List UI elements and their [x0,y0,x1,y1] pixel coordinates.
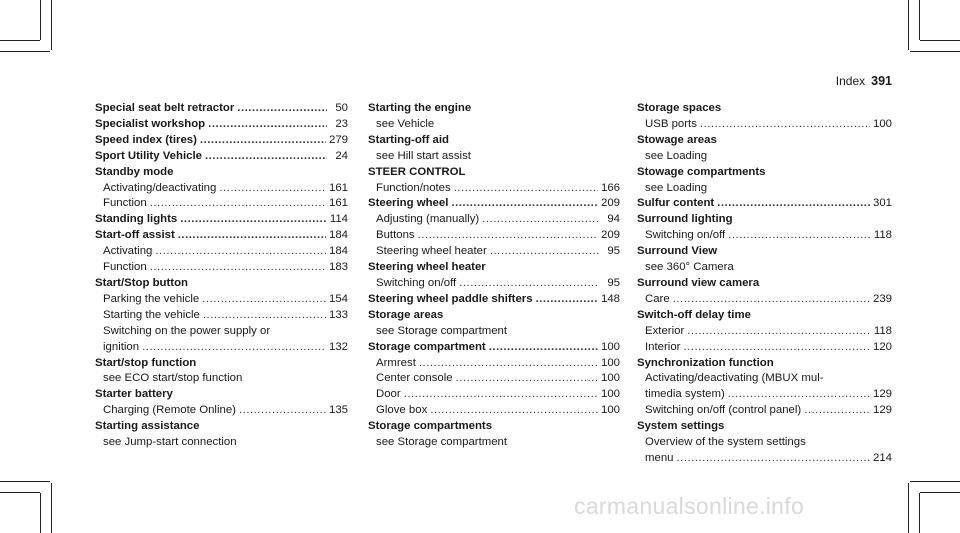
leader-dots [404,387,598,403]
leader-dots [142,340,326,356]
index-subentry [637,387,892,403]
index-entry [637,356,892,372]
index-subentry-text: see Storage compartment [376,324,508,337]
entry-text: Adjusting (manually) [376,213,480,226]
crop-mark [920,40,960,41]
entry-text: Glove box [376,404,428,417]
entry-heading: Surround View [637,245,718,258]
index-entry [368,292,620,308]
index-subentry [95,340,348,356]
index-subentry [637,451,892,467]
index-subentry [95,403,348,419]
leader-dots [237,101,327,117]
entry-heading: STEER CONTROL [368,165,466,178]
index-entry [95,117,348,133]
index-subentry [95,308,348,324]
leader-dots [700,117,870,133]
index-entry [95,133,348,149]
page-reference[interactable]: 95 [607,245,620,258]
leader-dots [418,228,598,244]
index-subentry [637,228,892,244]
index-entry [637,133,892,149]
entry-text: ignition [103,340,140,353]
crop-mark [0,481,50,482]
page-reference[interactable]: 100 [600,356,620,369]
index-subentry-text: see Jump-start connection [103,436,237,449]
entry-text: Function [103,261,147,274]
entry-heading: Storage spaces [637,102,722,114]
crop-mark [920,492,960,493]
entry-text: Armrest [376,356,416,369]
index-column-3 [637,101,892,467]
page-reference[interactable]: 118 [873,324,892,337]
entry-text: Exterior [645,324,685,337]
index-subentry [637,117,892,133]
page-reference[interactable]: 95 [607,276,620,289]
entry-heading: Stowage compartments [637,165,766,178]
entry-text: Buttons [376,229,415,242]
index-subentry-text: Activating/deactivating (MBUX mul- [645,372,824,385]
leader-dots [677,451,870,467]
index-entry [368,165,620,181]
entry-text: Switching on/off [376,276,457,289]
leader-dots [673,292,870,308]
index-subentry [368,181,620,197]
entry-heading: Starting assistance [95,420,200,433]
crop-mark [0,51,50,52]
leader-dots [205,149,327,165]
page-reference[interactable]: 209 [600,229,620,242]
leader-dots [178,228,326,244]
page-reference[interactable]: 148 [600,292,620,305]
index-entry [95,387,348,403]
page-reference[interactable]: 279 [328,133,348,146]
index-subentry [368,276,620,292]
page-reference[interactable]: 133 [328,308,348,321]
page-reference[interactable]: 94 [607,213,620,226]
entry-text: Care [645,292,670,305]
entry-text: Steering wheel heater [376,245,487,258]
page-header [836,74,892,88]
page-reference[interactable]: 214 [872,451,892,464]
entry-heading: Starter battery [95,388,173,401]
leader-dots [804,403,870,419]
page-reference[interactable]: 129 [872,388,892,401]
entry-heading: System settings [637,420,725,433]
index-entry [368,419,620,435]
page-reference[interactable]: 23 [335,117,348,130]
page-reference[interactable]: 209 [600,197,620,210]
entry-heading: Specialist workshop [95,117,206,130]
index-entry [637,419,892,435]
entry-heading: Steering wheel heater [368,261,486,274]
index-subentry [368,244,620,260]
index-column-1 [95,101,348,451]
index-subentry-text: Overview of the system settings [645,436,806,449]
entry-heading: Storage compartments [368,420,493,433]
index-subentry [368,403,620,419]
index-subentry [368,356,620,372]
index-subentry-text: see Loading [645,181,708,194]
leader-dots [219,181,326,197]
entry-text: Door [376,388,401,401]
leader-dots [150,196,326,212]
entry-text: Parking the vehicle [103,292,200,305]
index-subentry [637,292,892,308]
page-reference[interactable]: 100 [600,372,620,385]
page-reference[interactable]: 100 [600,340,620,353]
leader-dots [454,181,598,197]
entry-text: timedia system) [645,388,725,401]
index-entry [368,308,620,324]
index-subentry [95,292,348,308]
leader-dots [239,403,326,419]
leader-dots [150,260,326,276]
crop-mark [910,51,960,52]
index-subentry [95,244,348,260]
entry-heading: Switch-off delay time [637,308,751,321]
page-reference[interactable]: 239 [872,292,892,305]
entry-text: Switching on/off [645,229,726,242]
leader-dots [202,292,326,308]
page-reference[interactable]: 114 [329,213,348,226]
page-reference[interactable]: 154 [328,292,348,305]
entry-heading: Synchronization function [637,356,774,369]
entry-text: Switching on/off (control panel) [645,404,802,417]
entry-heading: Storage areas [368,308,444,321]
index-subentry [368,228,620,244]
leader-dots [180,212,327,228]
watermark: carmanualsonline.info [574,493,805,519]
leader-dots [490,244,599,260]
index-subentry [95,181,348,197]
entry-heading: Stowage areas [637,133,717,146]
index-entry [368,196,620,212]
index-subentry-text: Switching on the power supply or [103,324,271,337]
entry-heading: Sport Utility Vehicle [95,149,202,162]
entry-text: USB ports [645,117,697,130]
index-entry [637,308,892,324]
index-entry [637,165,892,181]
index-subentry [368,371,620,387]
leader-dots [208,117,327,133]
page-reference[interactable]: 132 [328,340,348,353]
entry-heading: Standing lights [95,213,178,226]
index-entry [368,101,620,117]
index-subentry [637,340,892,356]
entry-heading: Start-off assist [95,229,175,242]
leader-dots [155,244,326,260]
entry-text: menu [645,451,674,464]
index-entry [95,101,348,117]
index-entry [95,419,348,435]
crop-mark [0,492,40,493]
index-entry [637,244,892,260]
index-subentry-text: see Storage compartment [376,436,508,449]
crop-mark [0,40,40,41]
entry-heading: Surround view camera [637,276,760,289]
index-entry [95,356,348,372]
entry-heading: Starting-off aid [368,133,449,146]
entry-text: Charging (Remote Online) [103,404,236,417]
entry-heading: Start/Stop button [95,276,189,289]
page-reference[interactable]: 183 [328,261,348,274]
index-subentry-text: see 360° Camera [645,261,734,274]
index-entry [95,149,348,165]
entry-text: Function/notes [376,181,451,194]
crop-mark [908,0,909,50]
index-subentry [637,324,892,340]
entry-heading: Special seat belt retractor [95,102,235,114]
index-entry [368,260,620,276]
index-entry [637,196,892,212]
entry-heading: Sulfur content [637,197,715,210]
page-reference[interactable]: 120 [872,340,892,353]
leader-dots [687,324,871,340]
index-entry [95,276,348,292]
header-label: Index [835,74,866,88]
leader-dots [459,276,599,292]
crop-mark [919,0,920,40]
page-reference[interactable]: 100 [872,117,892,130]
index-subentry [637,403,892,419]
crop-mark [910,481,960,482]
crop-mark [908,483,909,533]
page-reference[interactable]: 184 [328,229,348,242]
crop-mark [40,493,41,533]
entry-heading: Starting the engine [368,102,472,114]
index-subentry [95,260,348,276]
index-subentry-text: see ECO start/stop function [103,372,243,385]
page-reference[interactable]: 166 [600,181,620,194]
page-reference[interactable]: 118 [873,229,892,242]
index-entry [95,212,348,228]
entry-text: Function [103,197,147,210]
index-entry [637,101,892,117]
leader-dots [419,356,598,372]
leader-dots [200,133,326,149]
leader-dots [430,403,598,419]
index-entry [95,228,348,244]
leader-dots [456,371,598,387]
entry-heading: Steering wheel [368,197,449,210]
entry-text: Activating [103,245,153,258]
page-reference[interactable]: 301 [872,197,892,210]
leader-dots [203,308,326,324]
entry-text: Activating/deactivating [103,181,217,194]
index-subentry-text: see Vehicle [376,117,435,130]
leader-dots [451,196,598,212]
crop-mark [51,0,52,50]
crop-mark [40,0,41,40]
entry-text: Center console [376,372,453,385]
leader-dots [536,292,598,308]
index-entry [637,276,892,292]
index-subentry-text: see Loading [645,149,708,162]
index-entry [95,165,348,181]
index-subentry [368,212,620,228]
leader-dots [717,196,870,212]
entry-heading: Storage compartment [368,340,486,353]
index-subentry-text: see Hill start assist [376,149,471,162]
index-subentry [95,196,348,212]
index-entry [637,212,892,228]
page-number: 391 [871,74,892,88]
leader-dots [482,212,599,228]
crop-mark [919,493,920,533]
index-subentry [368,387,620,403]
entry-heading: Standby mode [95,165,174,178]
entry-heading: Surround lighting [637,213,733,226]
entry-text: Starting the vehicle [103,308,200,321]
index-entry [368,340,620,356]
page-reference[interactable]: 161 [328,181,348,194]
page-reference[interactable]: 100 [600,404,620,417]
entry-heading: Start/stop function [95,356,197,369]
page-reference[interactable]: 161 [328,197,348,210]
page-reference[interactable]: 24 [335,149,348,162]
leader-dots [728,228,871,244]
entry-heading: Speed index (tires) [95,133,197,146]
entry-heading: Steering wheel paddle shifters [368,292,533,305]
page-reference[interactable]: 50 [335,102,348,114]
leader-dots [683,340,870,356]
leader-dots [728,387,870,403]
page-reference[interactable]: 129 [872,404,892,417]
page-reference[interactable]: 184 [328,245,348,258]
entry-text: Interior [645,340,681,353]
crop-mark [51,483,52,533]
page-reference[interactable]: 100 [600,388,620,401]
page-reference[interactable]: 135 [328,404,348,417]
leader-dots [489,340,598,356]
index-entry [368,133,620,149]
index-column-2 [368,101,620,451]
